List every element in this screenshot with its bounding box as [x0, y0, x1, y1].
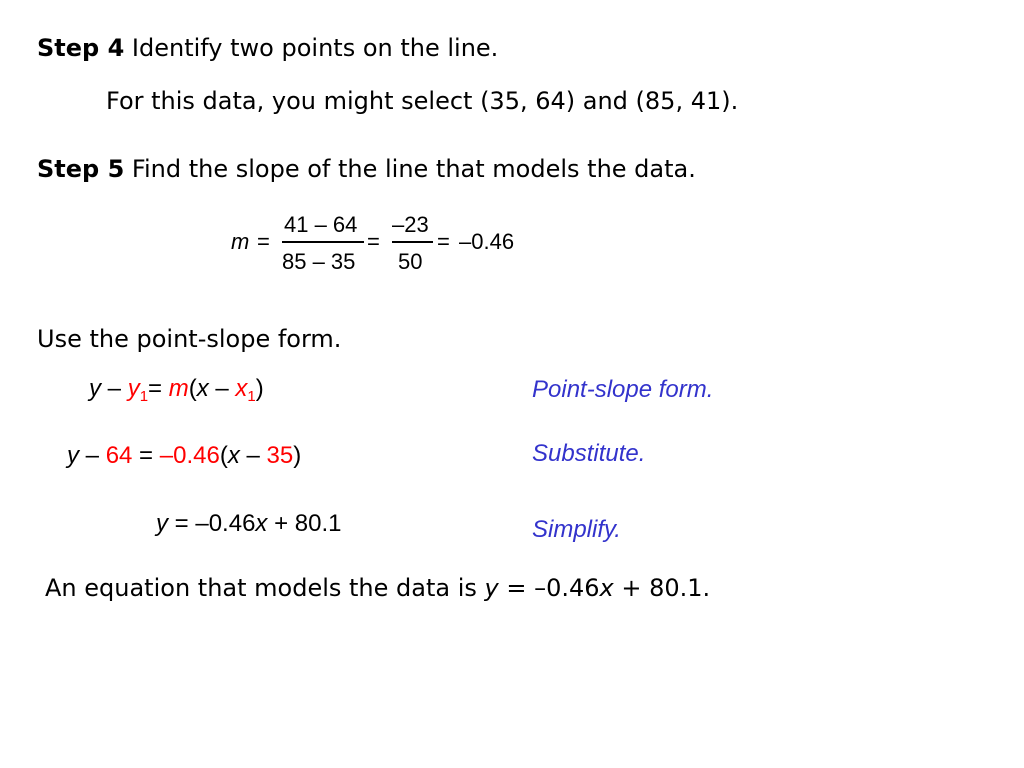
subst-minus-2: –	[239, 442, 267, 469]
eq-minus: –	[101, 375, 128, 402]
slope-numerator-1: 41 – 64	[284, 212, 358, 237]
substituted-equation	[67, 441, 301, 471]
note-simplify: Simplify.	[532, 516, 621, 543]
eq-close-paren: )	[255, 375, 264, 402]
subst-y: y	[67, 442, 79, 469]
subst-close-paren: )	[293, 442, 302, 469]
subst-equals: =	[132, 442, 160, 469]
step-5-label: Step 5	[37, 155, 125, 183]
point-slope-equation	[89, 374, 264, 404]
eq-y1: y	[127, 375, 140, 402]
eq-minus-2: –	[208, 375, 236, 402]
point-slope-intro: Use the point-slope form.	[37, 325, 342, 353]
slope-denominator-2: 50	[398, 249, 423, 274]
subst-slope: –0.46	[159, 442, 220, 469]
conclusion-x: x	[599, 574, 614, 602]
step-4-text: Identify two points on the line.	[124, 34, 499, 62]
subst-35: 35	[266, 442, 294, 469]
slope-equals-1: =	[257, 229, 270, 254]
eq-y: y	[89, 375, 101, 402]
step-4-label: Step 4	[37, 34, 125, 62]
eq-equals: =	[148, 375, 169, 402]
conclusion-mid: = –0.46	[498, 574, 600, 602]
simpl-part-2: + 80.1	[267, 510, 342, 537]
conclusion	[45, 573, 710, 603]
fraction-bar-1	[282, 241, 364, 243]
conclusion-suffix: + 80.1.	[613, 574, 711, 602]
eq-x: x	[196, 375, 209, 402]
conclusion-y: y	[484, 574, 499, 602]
note-point-slope-form: Point-slope form.	[532, 376, 714, 403]
step-4-heading	[37, 33, 498, 63]
subst-x: x	[227, 442, 240, 469]
eq-x1-subscript: 1	[247, 388, 256, 405]
simpl-part-1: = –0.46	[168, 510, 256, 537]
eq-m: m	[168, 375, 189, 402]
step-4-detail: For this data, you might select (35, 64) and (85, 41).	[106, 87, 739, 115]
slope-denominator-1: 85 – 35	[282, 249, 356, 274]
fraction-bar-2	[392, 241, 433, 243]
slope-equals-2: =	[367, 229, 380, 254]
note-substitute: Substitute.	[532, 440, 646, 467]
simpl-y: y	[156, 510, 168, 537]
slope-variable: m	[231, 229, 250, 254]
step-5-heading	[37, 154, 696, 184]
subst-open-paren: (	[219, 442, 228, 469]
eq-x1: x	[235, 375, 248, 402]
simplified-equation	[156, 509, 341, 539]
eq-open-paren: (	[188, 375, 197, 402]
slope-equals-3: =	[437, 229, 450, 254]
slope-result: –0.46	[459, 229, 515, 254]
eq-y1-subscript: 1	[139, 388, 149, 405]
step-5-text: Find the slope of the line that models the data.	[124, 155, 696, 183]
simpl-x: x	[255, 510, 268, 537]
slope-numerator-2: –23	[392, 212, 429, 237]
subst-minus: –	[79, 442, 106, 469]
conclusion-prefix: An equation that models the data is	[45, 574, 485, 602]
subst-64: 64	[105, 442, 133, 469]
